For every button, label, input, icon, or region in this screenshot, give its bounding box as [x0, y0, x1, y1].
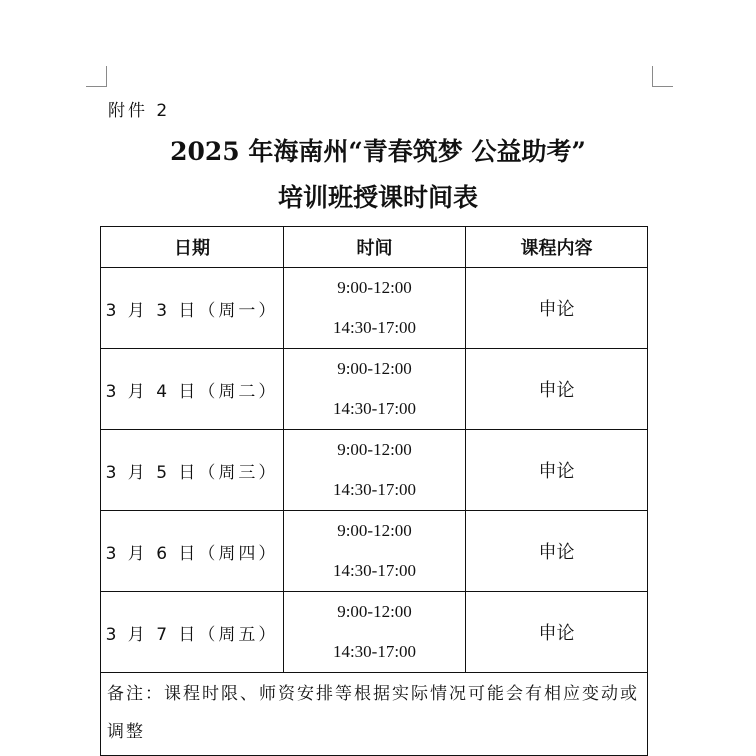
course-cell: 申论 [466, 511, 648, 592]
table-row [101, 430, 648, 511]
header-time: 时间 [284, 227, 466, 268]
table-row [101, 349, 648, 430]
time-cell [284, 511, 466, 592]
table-row [101, 511, 648, 592]
time-afternoon: 14:30-17:00 [332, 561, 417, 580]
time-morning: 9:00-12:00 [337, 602, 412, 621]
crop-mark-top-left [86, 66, 107, 87]
schedule-table [100, 226, 648, 756]
document-title-line-2: 培训班授课时间表 [277, 183, 478, 212]
document-title-line-1: 2025 年海南州“青春筑梦 公益助考” [170, 137, 586, 166]
time-afternoon: 14:30-17:00 [332, 318, 417, 337]
course-cell: 申论 [466, 268, 648, 349]
header-date: 日期 [101, 227, 284, 268]
time-morning: 9:00-12:00 [337, 278, 412, 297]
header-course: 课程内容 [466, 227, 648, 268]
date-cell: 3 月 7 日（周五） [101, 592, 284, 673]
course-cell: 申论 [466, 592, 648, 673]
time-morning: 9:00-12:00 [337, 521, 412, 540]
crop-mark-top-right [652, 66, 673, 87]
time-afternoon: 14:30-17:00 [332, 399, 417, 418]
time-afternoon: 14:30-17:00 [332, 642, 417, 661]
time-cell [284, 349, 466, 430]
attachment-label: 附件 2 [108, 101, 171, 121]
time-cell [284, 268, 466, 349]
course-cell: 申论 [466, 430, 648, 511]
time-cell [284, 592, 466, 673]
time-morning: 9:00-12:00 [337, 359, 412, 378]
time-morning: 9:00-12:00 [337, 440, 412, 459]
time-afternoon: 14:30-17:00 [332, 480, 417, 499]
note-cell: 备注：课程时限、师资安排等根据实际情况可能会有相应变动或调整 [101, 673, 648, 756]
date-cell: 3 月 5 日（周三） [101, 430, 284, 511]
time-cell [284, 430, 466, 511]
date-cell: 3 月 6 日（周四） [101, 511, 284, 592]
table-row [101, 268, 648, 349]
date-cell: 3 月 3 日（周一） [101, 268, 284, 349]
course-cell: 申论 [466, 349, 648, 430]
table-row [101, 592, 648, 673]
note-row [101, 673, 648, 756]
table-header-row [101, 227, 648, 268]
date-cell: 3 月 4 日（周二） [101, 349, 284, 430]
